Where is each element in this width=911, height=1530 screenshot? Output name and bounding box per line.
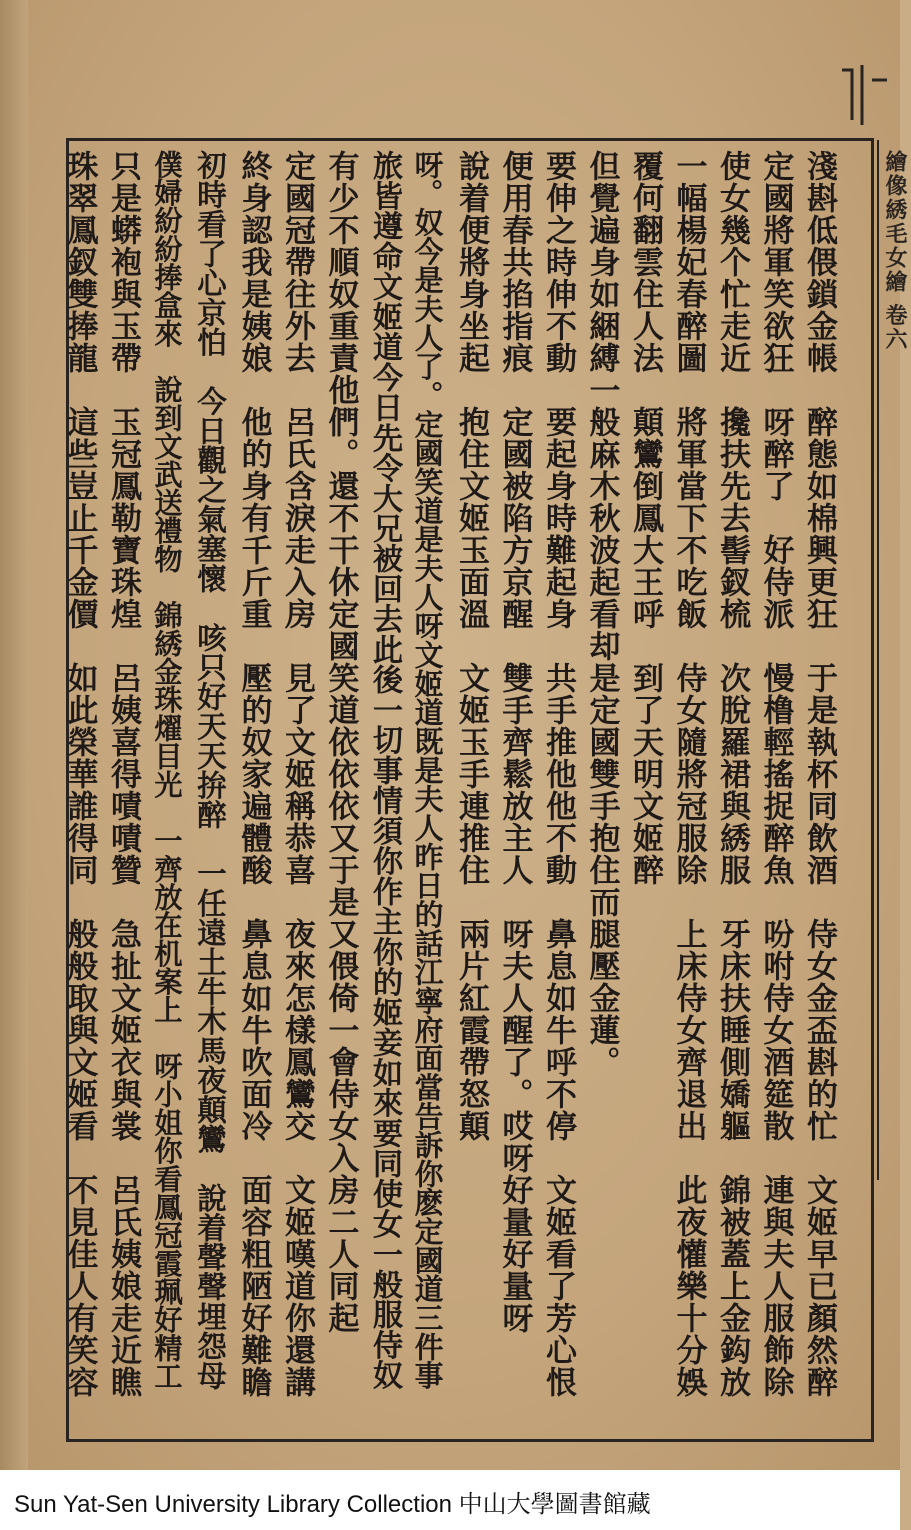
page-binding-edge	[0, 0, 28, 1470]
margin-header: 繪像綉毛女繪 卷六	[882, 150, 908, 352]
text-column: 呀。奴今是夫人了。定國笑道是夫人呀文姬道既是夫人昨日的話江寧府面當告訴你麽定國道三件事	[410, 150, 445, 1390]
text-column: 終身認我是姨娘 他的身有千斤重 壓的奴家遍體酸 鼻息如牛吹面冷 面容粗陋好難瞻	[235, 150, 272, 1398]
text-column: 有少不順奴重責他們。還不干休定國笑道依依依又于是又偎倚一會侍女入房二人同起	[322, 150, 359, 1334]
text-column: 要伸之時伸不動 要起身時難起身 共手推他他不動 鼻息如牛呼不停 文姬看了芳心恨	[540, 150, 576, 1398]
footer-credit: Sun Yat-Sen University Library Collection 中山大學圖書館藏	[14, 1491, 651, 1518]
text-column: 定國冠帶往外去 呂氏含淚走入房 見了文姬稱恭喜 夜來怎樣鳳鸞交 文姬嘆道你還講	[279, 150, 315, 1398]
text-column: 只是蟒袍與玉帶 玉冠鳳勒寶珠煌 呂姨喜得嘖嘖贊 急扯文姬衣與裳 呂氏姨娘走近瞧	[105, 150, 141, 1398]
text-column: 定國將軍笑欲狂 呀醉了 好侍派 慢橹輕搖捉醉魚 吩咐侍女酒筵散 連與夫人服飾除	[757, 150, 794, 1398]
text-column: 一幅楊妃春醉圖 將軍當下不吃飯 侍女隨將冠服除 上床侍女齊退出 此夜懽樂十分娛	[670, 150, 707, 1398]
text-column: 珠翠鳳釵雙捧龍 這些豈止千金價 如此榮華誰得同 般般取與文姬看 不見佳人有笑容	[61, 150, 98, 1398]
text-column: 僕婦紛紛捧盒來 說到文武送禮物 錦綉金珠燿目光 一齊放在机案上 呀小姐你看鳳冠霞珮好精工	[150, 150, 184, 1390]
text-column: 覆何翻雲住人法 顛鸞倒鳳大王呼 到了天明文姬醉	[627, 150, 663, 886]
text-column: 使女幾个忙走近 攙扶先去髻釵梳 次脫羅裙與綉服 牙床扶睡側嬌軀 錦被蓋上金鈎放	[714, 150, 750, 1398]
page-corner-mark	[832, 60, 892, 130]
text-column: 說着便將身坐起 抱住文姬玉面溫 文姬玉手連推住 兩片紅霞帶怒顛	[453, 150, 489, 1142]
text-column: 便用春共掐指痕 定國被陷方京醒 雙手齊鬆放主人 呀夫人醒了。哎呀好量好量呀	[496, 150, 533, 1334]
text-column: 淺斟低偎鎖金帳 醉態如棉興更狂 于是執杯同飲酒 侍女金盃斟的忙 文姬早已顏然醉	[801, 150, 837, 1398]
text-column: 但覺遍身如綑縛一般麻木秋波起看却是定國雙手抱住而腿壓金蓮。	[583, 150, 620, 1078]
text-column: 旅皆遵命文姬道今日先令大兄被回去此後一切事情須你作主你的姬妾如來要同使女一般服侍奴	[367, 150, 402, 1390]
text-column: 初時看了心京怕 今日觀之氣塞懷 咳只好天天拚醉 一任遠土牛木馬夜顛鸞 說着聲聲埋怨母	[193, 150, 228, 1390]
